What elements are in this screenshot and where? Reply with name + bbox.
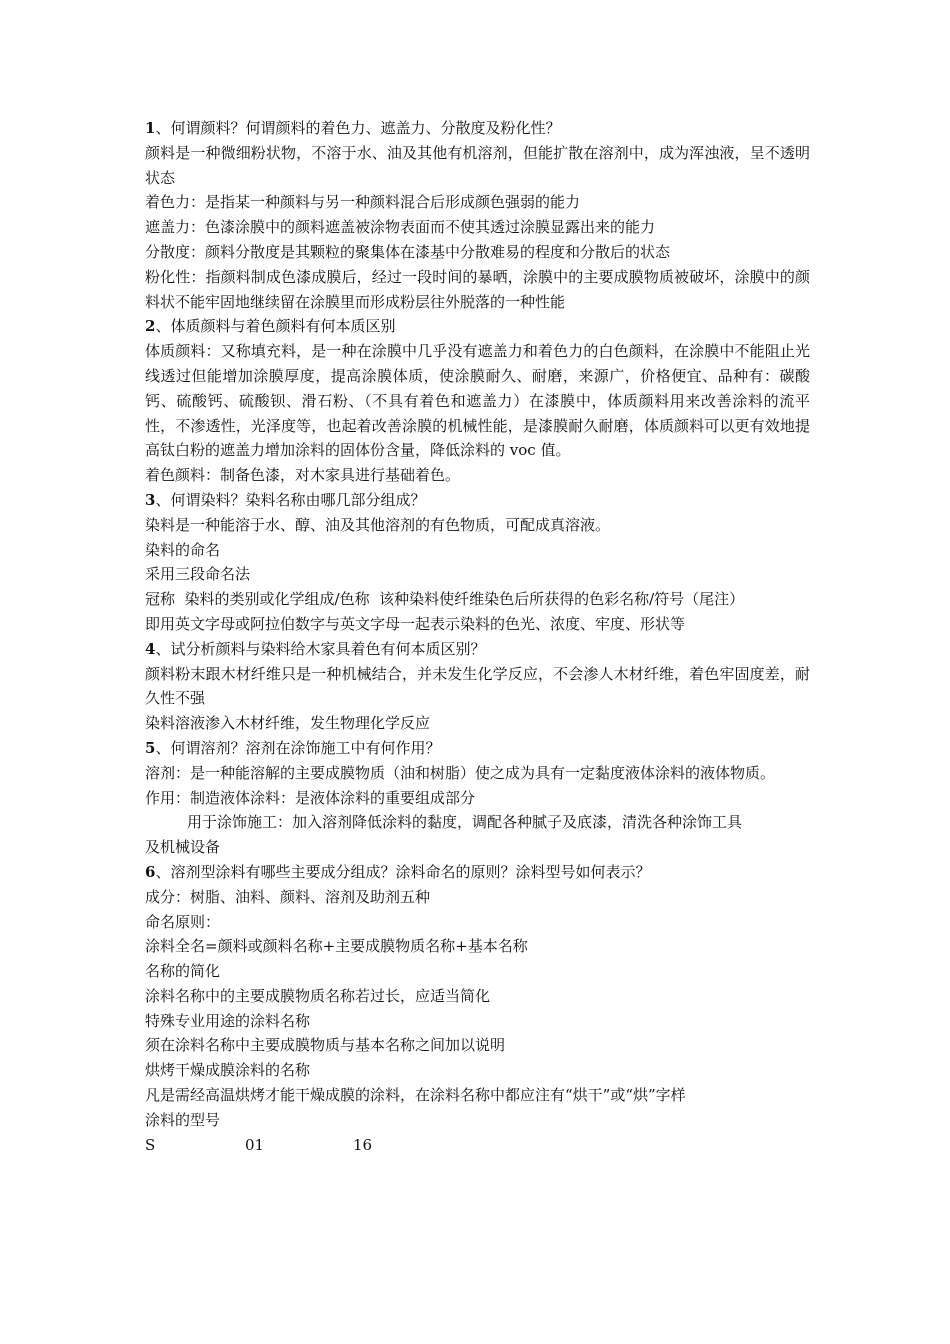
extender-pigment-paragraph: 体质颜料：又称填充料，是一种在涂膜中几乎没有遮盖力和着色力的白色颜料，在涂膜中不能阻止光线透过但能增加涂膜厚度，提高涂膜体质，使涂膜耐久、耐磨，来源广，价格便宜、品种有：碳酸钙、硫酸钙、硫酸钡、滑石粉、（不具有着色和遮盖力）在漆膜中，体质颜料用来改善涂料的流平性，不渗透性，光泽度等，也起着改善涂膜的机械性能，是漆膜耐久耐磨，体质颜料可以更有效地提高钛白粉的遮盖力增加涂料的固体份含量，降低涂料的 voc 值。 xyxy=(145,342,810,460)
pigment-coloring-answer: 颜料粉末跟木材纤维只是一种机械结合，并未发生化学反应，不会渗人木材纤维，着色牢固度差，耐久性不强 xyxy=(145,664,810,708)
question-text: 、试分析颜料与染料给木家具着色有何本质区别？ xyxy=(155,639,486,658)
dye-naming-method: 采用三段命名法 xyxy=(145,565,251,584)
dye-definition: 染料是一种能溶于水、醇、油及其他溶剂的有色物质，可配成真溶液。 xyxy=(145,515,611,534)
baking-coating-rule: 凡是需经高温烘烤才能干燥成膜的涂料，在涂料名称中都应注有“烘干”或“烘”字样 xyxy=(145,1086,686,1105)
dispersion-definition: 分散度：颜料分散度是其颗粒的聚集体在漆基中分散难易的程度和分散后的状态 xyxy=(145,242,671,261)
model-code-01: 01 xyxy=(245,1135,265,1154)
dye-suffix-description: 即用英文字母或阿拉伯数字与英文字母一起表示染料的色光、浓度、牢度、形状等 xyxy=(145,614,686,633)
question-text: 、体质颜料与着色颜料有何本质区别 xyxy=(155,317,396,336)
naming-principle-heading: 命名原则： xyxy=(145,912,221,931)
solvent-use-2: 用于涂饰施工：加入溶剂降低涂料的黏度，调配各种腻子及底漆，清洗各种涂饰工具 xyxy=(187,813,743,832)
question-3-heading xyxy=(145,488,810,513)
document-page xyxy=(145,116,810,1157)
question-number: 6 xyxy=(145,862,156,881)
special-use-heading: 特殊专业用途的涂料名称 xyxy=(145,1011,311,1030)
name-simplification-heading: 名称的简化 xyxy=(145,962,221,981)
model-code-16: 16 xyxy=(353,1135,373,1154)
question-number: 2 xyxy=(145,317,156,336)
question-text: 、何谓颜料？何谓颜料的着色力、遮盖力、分散度及粉化性？ xyxy=(155,119,561,137)
solvent-use-1: 作用：制造液体涂料：是液体涂料的重要组成部分 xyxy=(145,788,476,807)
question-number: 4 xyxy=(145,639,156,658)
question-text: 、溶剂型涂料有哪些主要成分组成？涂料命名的原则？涂料型号如何表示？ xyxy=(155,862,651,881)
question-6-heading xyxy=(145,860,810,885)
hiding-power-definition: 遮盖力：色漆涂膜中的颜料遮盖被涂物表面而不使其透过涂膜显露出来的能力 xyxy=(145,218,656,237)
dye-coloring-answer: 染料溶液渗入木材纤维，发生物理化学反应 xyxy=(145,714,431,733)
dye-naming-parts: 冠称 染料的类别或化学组成/色称 该种染料使纤维染色后所获得的色彩名称/符号（尾注） xyxy=(145,590,745,609)
question-2-heading xyxy=(145,314,810,339)
baking-coating-heading: 烘烤干燥成膜涂料的名称 xyxy=(145,1061,311,1080)
special-use-rule: 须在涂料名称中主要成膜物质与基本名称之间加以说明 xyxy=(145,1036,506,1055)
question-number: 1 xyxy=(145,119,156,137)
coloring-pigment-paragraph: 着色颜料：制备色漆，对木家具进行基础着色。 xyxy=(145,466,461,485)
dye-naming-heading: 染料的命名 xyxy=(145,540,221,559)
name-simplification-rule: 涂料名称中的主要成膜物质名称若过长，应适当简化 xyxy=(145,986,491,1005)
question-text: 、何谓染料？染料名称由哪几部分组成？ xyxy=(155,490,426,509)
coating-full-name-rule: 涂料全名=颜料或颜料名称+主要成膜物质名称+基本名称 xyxy=(145,937,528,956)
question-4-heading xyxy=(145,637,810,662)
question-text: 、何谓溶剂？溶剂在涂饰施工中有何作用？ xyxy=(155,738,441,757)
chalking-definition: 粉化性：指颜料制成色漆成膜后，经过一段时间的暴晒，涂膜中的主要成膜物质被破坏，涂膜中的颜料状不能牢固地继续留在涂膜里而形成粉层往外脱落的一种性能 xyxy=(145,267,810,311)
question-5-heading xyxy=(145,736,810,761)
question-number: 3 xyxy=(145,490,156,509)
model-code-s: S xyxy=(145,1135,156,1154)
solvent-use-2-continued: 及机械设备 xyxy=(145,838,221,857)
coating-model-heading: 涂料的型号 xyxy=(145,1110,221,1129)
question-1-heading xyxy=(145,116,810,141)
pigment-definition: 颜料是一种微细粉状物，不溶于水、油及其他有机溶剂，但能扩散在溶剂中，成为浑浊液，呈不透明状态 xyxy=(145,143,810,187)
tinting-strength-definition: 着色力：是指某一种颜料与另一种颜料混合后形成颜色强弱的能力 xyxy=(145,193,581,212)
solvent-definition: 溶剂：是一种能溶解的主要成膜物质（油和树脂）使之成为具有一定黏度液体涂料的液体物质。 xyxy=(145,763,776,782)
coating-model-example xyxy=(145,1133,810,1158)
coating-components: 成分：树脂、油料、颜料、溶剂及助剂五种 xyxy=(145,887,431,906)
question-number: 5 xyxy=(145,738,156,757)
